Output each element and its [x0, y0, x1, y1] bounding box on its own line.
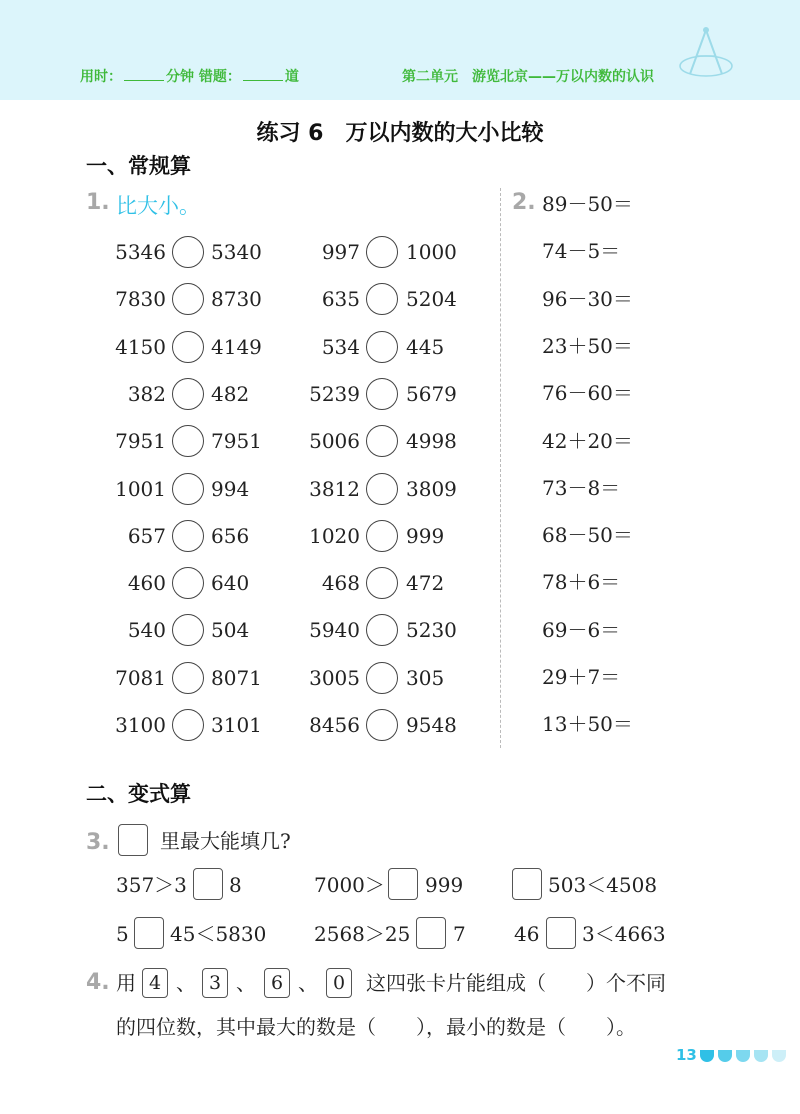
q2-item-2: 74－5＝: [542, 239, 621, 264]
q1-right-b-11: 9548: [406, 713, 457, 737]
q1-left-a-10: 7081: [115, 665, 166, 690]
q1-left-b-11: 3101: [211, 713, 262, 737]
q1-right-a-11: 8456: [309, 713, 360, 737]
q1-right-a-2: 635: [321, 287, 360, 312]
q1-left-circle-5[interactable]: [172, 425, 204, 457]
q1-left-a-3: 4150: [115, 334, 166, 359]
q2-item-11: 29＋7＝: [542, 665, 621, 689]
q1-left-a-5: 7951: [115, 429, 166, 454]
q1-left-b-2: 8730: [211, 287, 262, 312]
unit-title: 第二单元 游览北京——万以内数的认识: [402, 69, 654, 85]
section-1-heading: 一、常规算: [86, 154, 191, 178]
q1-left-circle-8[interactable]: [172, 567, 204, 599]
q4-card-3: 6: [264, 968, 290, 998]
q1-right-b-10: 305: [406, 665, 445, 690]
q1-left-a-6: 1001: [115, 476, 166, 501]
q3-number: 3.: [86, 830, 110, 855]
q1-right-a-8: 468: [321, 571, 360, 596]
footer-dot-4: [754, 1050, 768, 1062]
q1-right-circle-3[interactable]: [366, 331, 398, 363]
q1-left-b-6: 994: [211, 476, 250, 501]
q1-right-circle-7[interactable]: [366, 520, 398, 552]
q4-sep-3: 、: [298, 971, 318, 995]
q1-left-b-1: 5340: [211, 240, 262, 264]
q1-left-a-2: 7830: [115, 287, 166, 312]
q1-left-b-3: 4149: [211, 334, 262, 359]
q4-line1-post: 这四张卡片能组成（ ）个不同: [366, 971, 666, 995]
q1-right-a-10: 3005: [309, 665, 360, 690]
q1-right-a-5: 5006: [309, 429, 360, 454]
q3-prompt: 里最大能填几?: [160, 829, 291, 853]
q1-left-circle-11[interactable]: [172, 709, 204, 741]
q3-r1a-box[interactable]: [193, 868, 223, 900]
q4-number: 4.: [86, 970, 110, 995]
q3-r2c-pre: 46: [514, 922, 540, 946]
q4-sep-1: 、: [176, 971, 196, 995]
q1-left-a-11: 3100: [115, 713, 166, 737]
q1-right-b-8: 472: [406, 571, 445, 596]
q1-right-b-5: 4998: [406, 429, 457, 454]
q1-right-a-3: 534: [321, 334, 360, 359]
q1-left-b-5: 7951: [211, 429, 262, 454]
q2-item-6: 42＋20＝: [542, 428, 633, 453]
q1-left-a-9: 540: [127, 618, 166, 643]
q2-item-4: 23＋50＝: [542, 333, 633, 358]
q4-line2: 的四位数，其中最大的数是（ ），最小的数是（ ）。: [116, 1015, 636, 1039]
q1-left-b-9: 504: [211, 618, 250, 643]
q1-right-circle-2[interactable]: [366, 283, 398, 315]
q2-number: 2.: [512, 190, 536, 215]
q3-r1a-post: 8: [229, 873, 242, 897]
header-wave: [0, 84, 800, 106]
q1-right-a-4: 5239: [309, 381, 360, 406]
q1-left-b-8: 640: [211, 571, 250, 596]
q1-right-circle-9[interactable]: [366, 614, 398, 646]
errors-unit: 道: [284, 69, 299, 85]
q1-right-b-9: 5230: [406, 618, 457, 643]
q1-right-a-1: 997: [321, 240, 360, 264]
q1-left-b-10: 8071: [211, 665, 262, 690]
time-blank[interactable]: [124, 68, 164, 81]
q2-item-3: 96－30＝: [542, 286, 633, 311]
q3-prompt-box: [118, 824, 148, 856]
q1-left-a-8: 460: [127, 571, 166, 596]
q3-r2a-post: 45＜5830: [170, 922, 267, 946]
q1-label: 比大小。: [116, 194, 200, 218]
q3-r2c-post: 3＜4663: [582, 922, 666, 946]
q1-right-circle-8[interactable]: [366, 567, 398, 599]
footer-dot-3: [736, 1050, 750, 1062]
compass-icon: [676, 24, 746, 84]
q2-item-9: 78＋6＝: [542, 570, 621, 595]
q1-right-b-4: 5679: [406, 381, 457, 406]
section-2-heading: 二、变式算: [86, 782, 191, 806]
q1-right-circle-1[interactable]: [366, 236, 398, 268]
header-time-errors: [80, 66, 299, 86]
q1-right-circle-5[interactable]: [366, 425, 398, 457]
page-number: 13: [676, 1046, 697, 1064]
q1-left-b-4: 482: [211, 381, 250, 406]
errors-blank[interactable]: [243, 68, 283, 81]
q3-r2a-box[interactable]: [134, 917, 164, 949]
footer-dot-1: [700, 1050, 714, 1062]
q1-left-a-1: 5346: [115, 240, 166, 264]
q1-right-circle-6[interactable]: [366, 473, 398, 505]
errors-label: 错题：: [198, 69, 241, 85]
q1-left-circle-9[interactable]: [172, 614, 204, 646]
time-label: 用时：: [80, 69, 122, 85]
q1-right-b-7: 999: [406, 523, 445, 548]
column-divider: [500, 188, 501, 748]
q2-item-8: 68－50＝: [542, 523, 633, 548]
q1-number: 1.: [86, 190, 110, 215]
q3-r2b-post: 7: [453, 922, 466, 946]
q1-left-a-7: 657: [127, 523, 166, 548]
q1-right-circle-10[interactable]: [366, 662, 398, 694]
q1-left-circle-1[interactable]: [172, 236, 204, 268]
q4-card-2: 3: [202, 968, 228, 998]
q4-card-1: 4: [142, 968, 168, 998]
q2-item-1: 89－50＝: [542, 192, 633, 216]
q3-r2c-box[interactable]: [546, 917, 576, 949]
q1-right-b-1: 1000: [406, 240, 457, 264]
q1-right-a-6: 3812: [309, 476, 360, 501]
q3-r1b-box[interactable]: [388, 868, 418, 900]
q1-left-circle-3[interactable]: [172, 331, 204, 363]
q1-left-circle-4[interactable]: [172, 378, 204, 410]
q3-r2a-pre: 5: [116, 922, 129, 946]
q1-right-a-9: 5940: [309, 618, 360, 643]
q1-right-b-3: 445: [406, 334, 445, 359]
q3-r2b-pre: 2568＞25: [314, 922, 411, 946]
q3-r1b-post: 999: [425, 873, 464, 897]
q3-r1c-box[interactable]: [512, 868, 542, 900]
q1-left-b-7: 656: [211, 523, 250, 548]
q1-left-a-4: 382: [127, 381, 166, 406]
q1-right-a-7: 1020: [309, 523, 360, 548]
q1-left-circle-6[interactable]: [172, 473, 204, 505]
q2-item-12: 13＋50＝: [542, 712, 633, 737]
q1-right-circle-4[interactable]: [366, 378, 398, 410]
q1-right-b-2: 5204: [406, 287, 457, 312]
q3-r1c-post: 503＜4508: [548, 873, 658, 897]
q1-right-b-6: 3809: [406, 476, 457, 501]
q4-pre: 用: [116, 971, 136, 995]
page-title: 练习 6 万以内数的大小比较: [256, 121, 544, 146]
q3-r2b-box[interactable]: [416, 917, 446, 949]
q3-r1b-pre: 7000＞: [314, 873, 385, 897]
q2-item-5: 76－60＝: [542, 381, 633, 406]
time-unit: 分钟: [166, 69, 194, 85]
q4-sep-2: 、: [236, 971, 256, 995]
q1-left-circle-10[interactable]: [172, 662, 204, 694]
q1-left-circle-2[interactable]: [172, 283, 204, 315]
q2-item-7: 73－8＝: [542, 475, 621, 500]
q1-right-circle-11[interactable]: [366, 709, 398, 741]
q3-r1a-pre: 357＞3: [116, 873, 187, 897]
footer-dot-5: [772, 1050, 786, 1062]
q2-item-10: 69－6＝: [542, 617, 621, 642]
footer-dot-2: [718, 1050, 732, 1062]
q1-left-circle-7[interactable]: [172, 520, 204, 552]
q4-card-4: 0: [326, 968, 352, 998]
